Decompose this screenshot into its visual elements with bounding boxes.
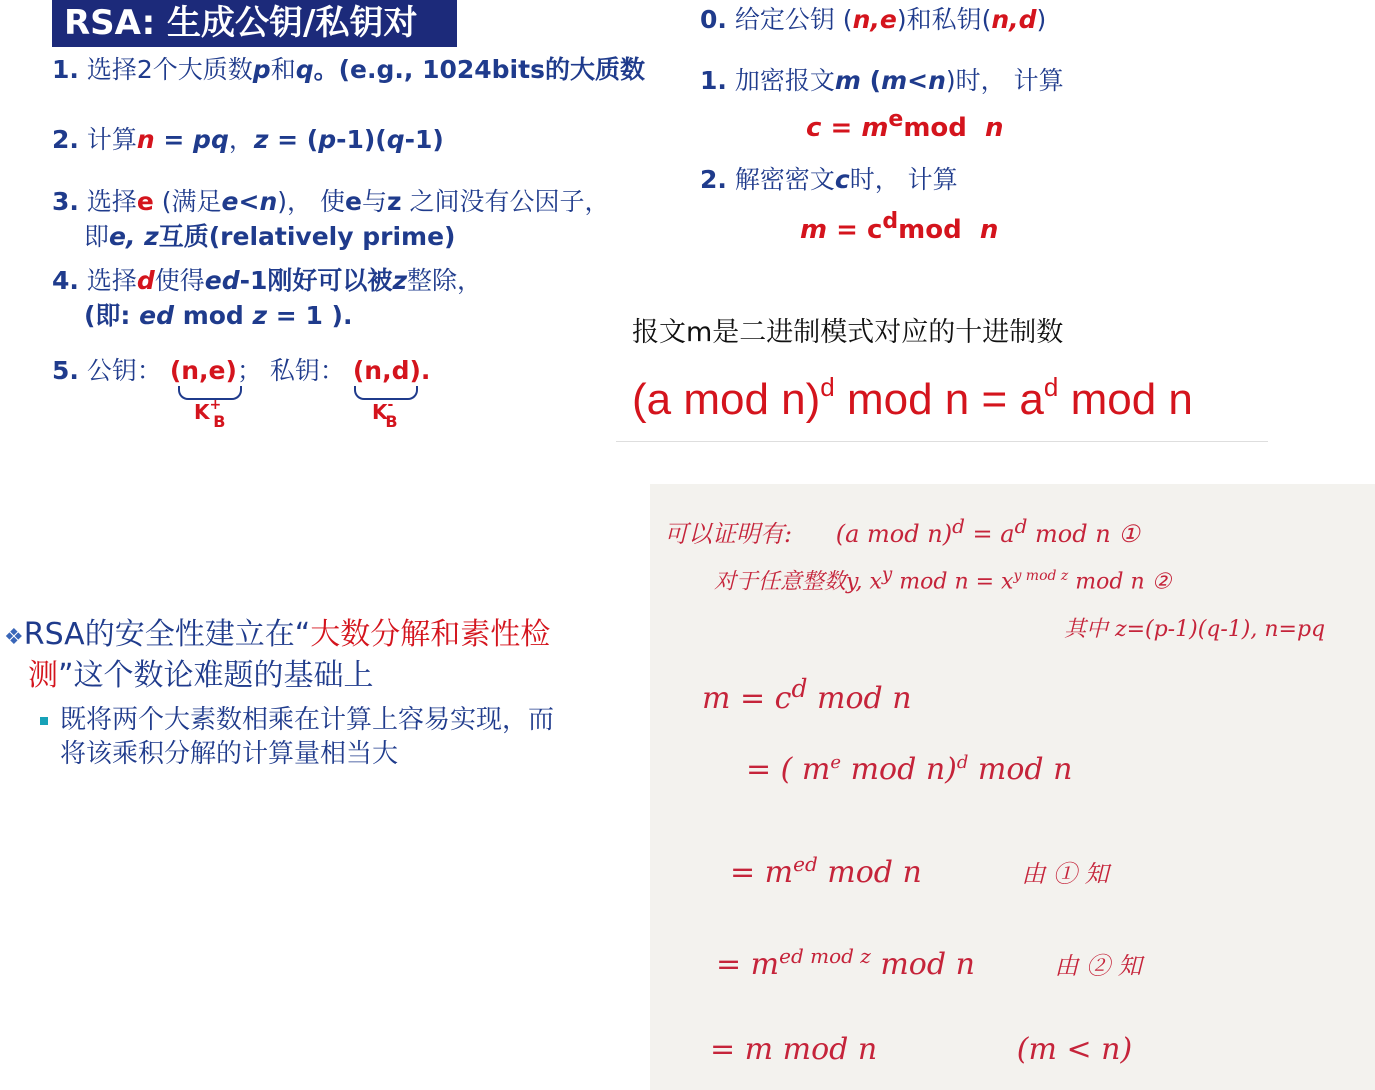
step-number: 3. [52, 187, 79, 216]
step-text: < [238, 187, 260, 216]
step-text: = ( [268, 125, 319, 154]
var-n: n [259, 187, 278, 216]
step-number: 4. [52, 266, 79, 295]
var-n: n [136, 125, 155, 154]
step-text: (即: [84, 301, 140, 330]
var-n: n [928, 66, 946, 95]
step-text: 私钥： [269, 356, 345, 385]
divider [616, 441, 1268, 442]
step-text: ( [860, 66, 882, 95]
hw-line-7: = $m^{ed mod z}$ mod n 由 ② 知 [716, 944, 1142, 982]
diamond-bullet-icon: ❖ [4, 625, 24, 650]
encdec-step-0 [700, 4, 1046, 36]
keygen-step-5 [52, 355, 430, 387]
subbullet-text: 将该乘积分解的计算量相当大 [60, 739, 399, 769]
step-text: -1刚好可以被 [239, 266, 393, 295]
var-z: z [392, 266, 407, 295]
subbullet-text: 既将两个大素数相乘在计算上容易实现，而 [60, 705, 555, 735]
keygen-step-3-line2 [84, 221, 455, 253]
var-q: q [295, 55, 314, 84]
step-text: 和 [270, 55, 296, 84]
security-bullet [4, 616, 644, 695]
keygen-step-4 [52, 265, 482, 297]
kb-plus-label: $K^+_B$ [194, 397, 226, 431]
square-bullet-icon [40, 717, 48, 725]
hw-line-3: 其中 z=(p-1)(q-1), n=pq [1064, 617, 1326, 642]
var-z: z [386, 187, 402, 216]
public-key: n,e [852, 5, 897, 34]
hw-line-6: = $m^{ed}$ mod n 由 ① 知 [730, 852, 1109, 890]
step-text: 与 [361, 187, 387, 216]
highlight-text: 测 [28, 658, 58, 693]
var-ed: ed [204, 266, 240, 295]
step-text: 给定公钥 ( [734, 5, 853, 34]
step-number: 2. [52, 125, 79, 154]
step-text: 选择 [86, 187, 137, 216]
step-number: 0. [700, 5, 727, 34]
step-text: (满足 [153, 187, 222, 216]
var-pq: pq [193, 125, 229, 154]
step-text: 计算 [86, 125, 137, 154]
kb-minus-label: $K^-_B$ [372, 397, 398, 431]
step-number: 1. [52, 55, 79, 84]
step-text: -1)( [336, 125, 387, 154]
highlight-text: 大数分解和素性检 [310, 617, 551, 652]
hw-line-8: = m mod n (m < n) [710, 1032, 1133, 1067]
step-text: = 1 ). [267, 301, 353, 330]
keygen-step-2 [52, 124, 444, 156]
var-e: e [221, 187, 239, 216]
step-text: 即 [84, 222, 110, 251]
step-text: mod [174, 301, 253, 330]
brace-private [354, 386, 418, 400]
handwritten-proof-photo [650, 484, 1375, 1090]
hw-line-1: 可以证明有: (a mod $n)^d = a^d$ mod n ① [664, 514, 1140, 548]
private-key: n,d [991, 5, 1037, 34]
step-number: 2. [700, 165, 727, 194]
bullet-text: RSA的安全性建立在“ [23, 617, 311, 652]
keygen-step-1 [52, 54, 645, 86]
step-text: 互质(relatively prime) [158, 222, 456, 251]
var-z: z [253, 125, 269, 154]
var-m: m [881, 66, 908, 95]
var-d: d [136, 266, 155, 295]
slide-title: RSA: 生成公钥/私钥对 [52, 0, 457, 47]
modular-exponent-formula: (a mod n)$^d$ mod $n = a^d$ mod n [632, 372, 1193, 424]
step-text: 整除， [407, 266, 483, 295]
private-key: (n,d). [352, 356, 431, 385]
encdec-step-2 [700, 164, 958, 196]
step-number: 5. [52, 356, 79, 385]
hw-line-5: = ( $m^e$ mod n)$^d$ mod n [746, 752, 1073, 787]
var-e: e [344, 187, 362, 216]
step-text: ， [228, 125, 254, 154]
var-q: q [386, 125, 405, 154]
var-p: p [252, 55, 271, 84]
step-text: 选择 [86, 266, 137, 295]
var-p: p [318, 125, 337, 154]
public-key: (n,e) [169, 356, 237, 385]
step-text: ) [1036, 5, 1047, 34]
keygen-step-4-line2 [84, 300, 352, 332]
var-z: z [252, 301, 268, 330]
step-text: 。(e.g., 1024bits的大质数 [313, 55, 645, 84]
var-e: e [136, 187, 154, 216]
var-ed: ed [139, 301, 174, 330]
step-text: -1) [404, 125, 444, 154]
step-text: < [907, 66, 929, 95]
encryption-formula: $c = m^emod$ n [806, 107, 1004, 143]
step-text: 使得 [154, 266, 205, 295]
var-c: c [834, 165, 850, 194]
encdec-step-1 [700, 65, 1064, 97]
step-text: 解密密文 [734, 165, 835, 194]
step-text: ； [236, 356, 262, 385]
step-number: 1. [700, 66, 727, 95]
step-text: = [154, 125, 194, 154]
keygen-step-3 [52, 186, 609, 218]
hw-line-2: 对于任意整数y, $x^y$ mod $n = x^{y mod z}$ mod n ② [714, 564, 1172, 595]
message-note: 报文m是二进制模式对应的十进制数 [632, 317, 1064, 348]
step-text: 选择2个大质数 [86, 55, 253, 84]
step-text: 加密报文 [734, 66, 835, 95]
decryption-formula: $m = c^dmod$ n [800, 209, 999, 245]
step-text: )时， 计算 [945, 66, 1064, 95]
step-text: 时， 计算 [849, 165, 958, 194]
security-subbullet [40, 703, 640, 771]
var-m: m [834, 66, 861, 95]
step-text: )， 使 [277, 187, 345, 216]
step-text: )和私钥( [896, 5, 992, 34]
bullet-text: ”这个数论难题的基础上 [58, 658, 374, 693]
hw-line-4: $m = c^d$ mod n [702, 674, 912, 716]
step-text: 公钥： [86, 356, 162, 385]
step-text: 之间没有公因子， [401, 187, 610, 216]
var-ez: e, z [109, 222, 159, 251]
